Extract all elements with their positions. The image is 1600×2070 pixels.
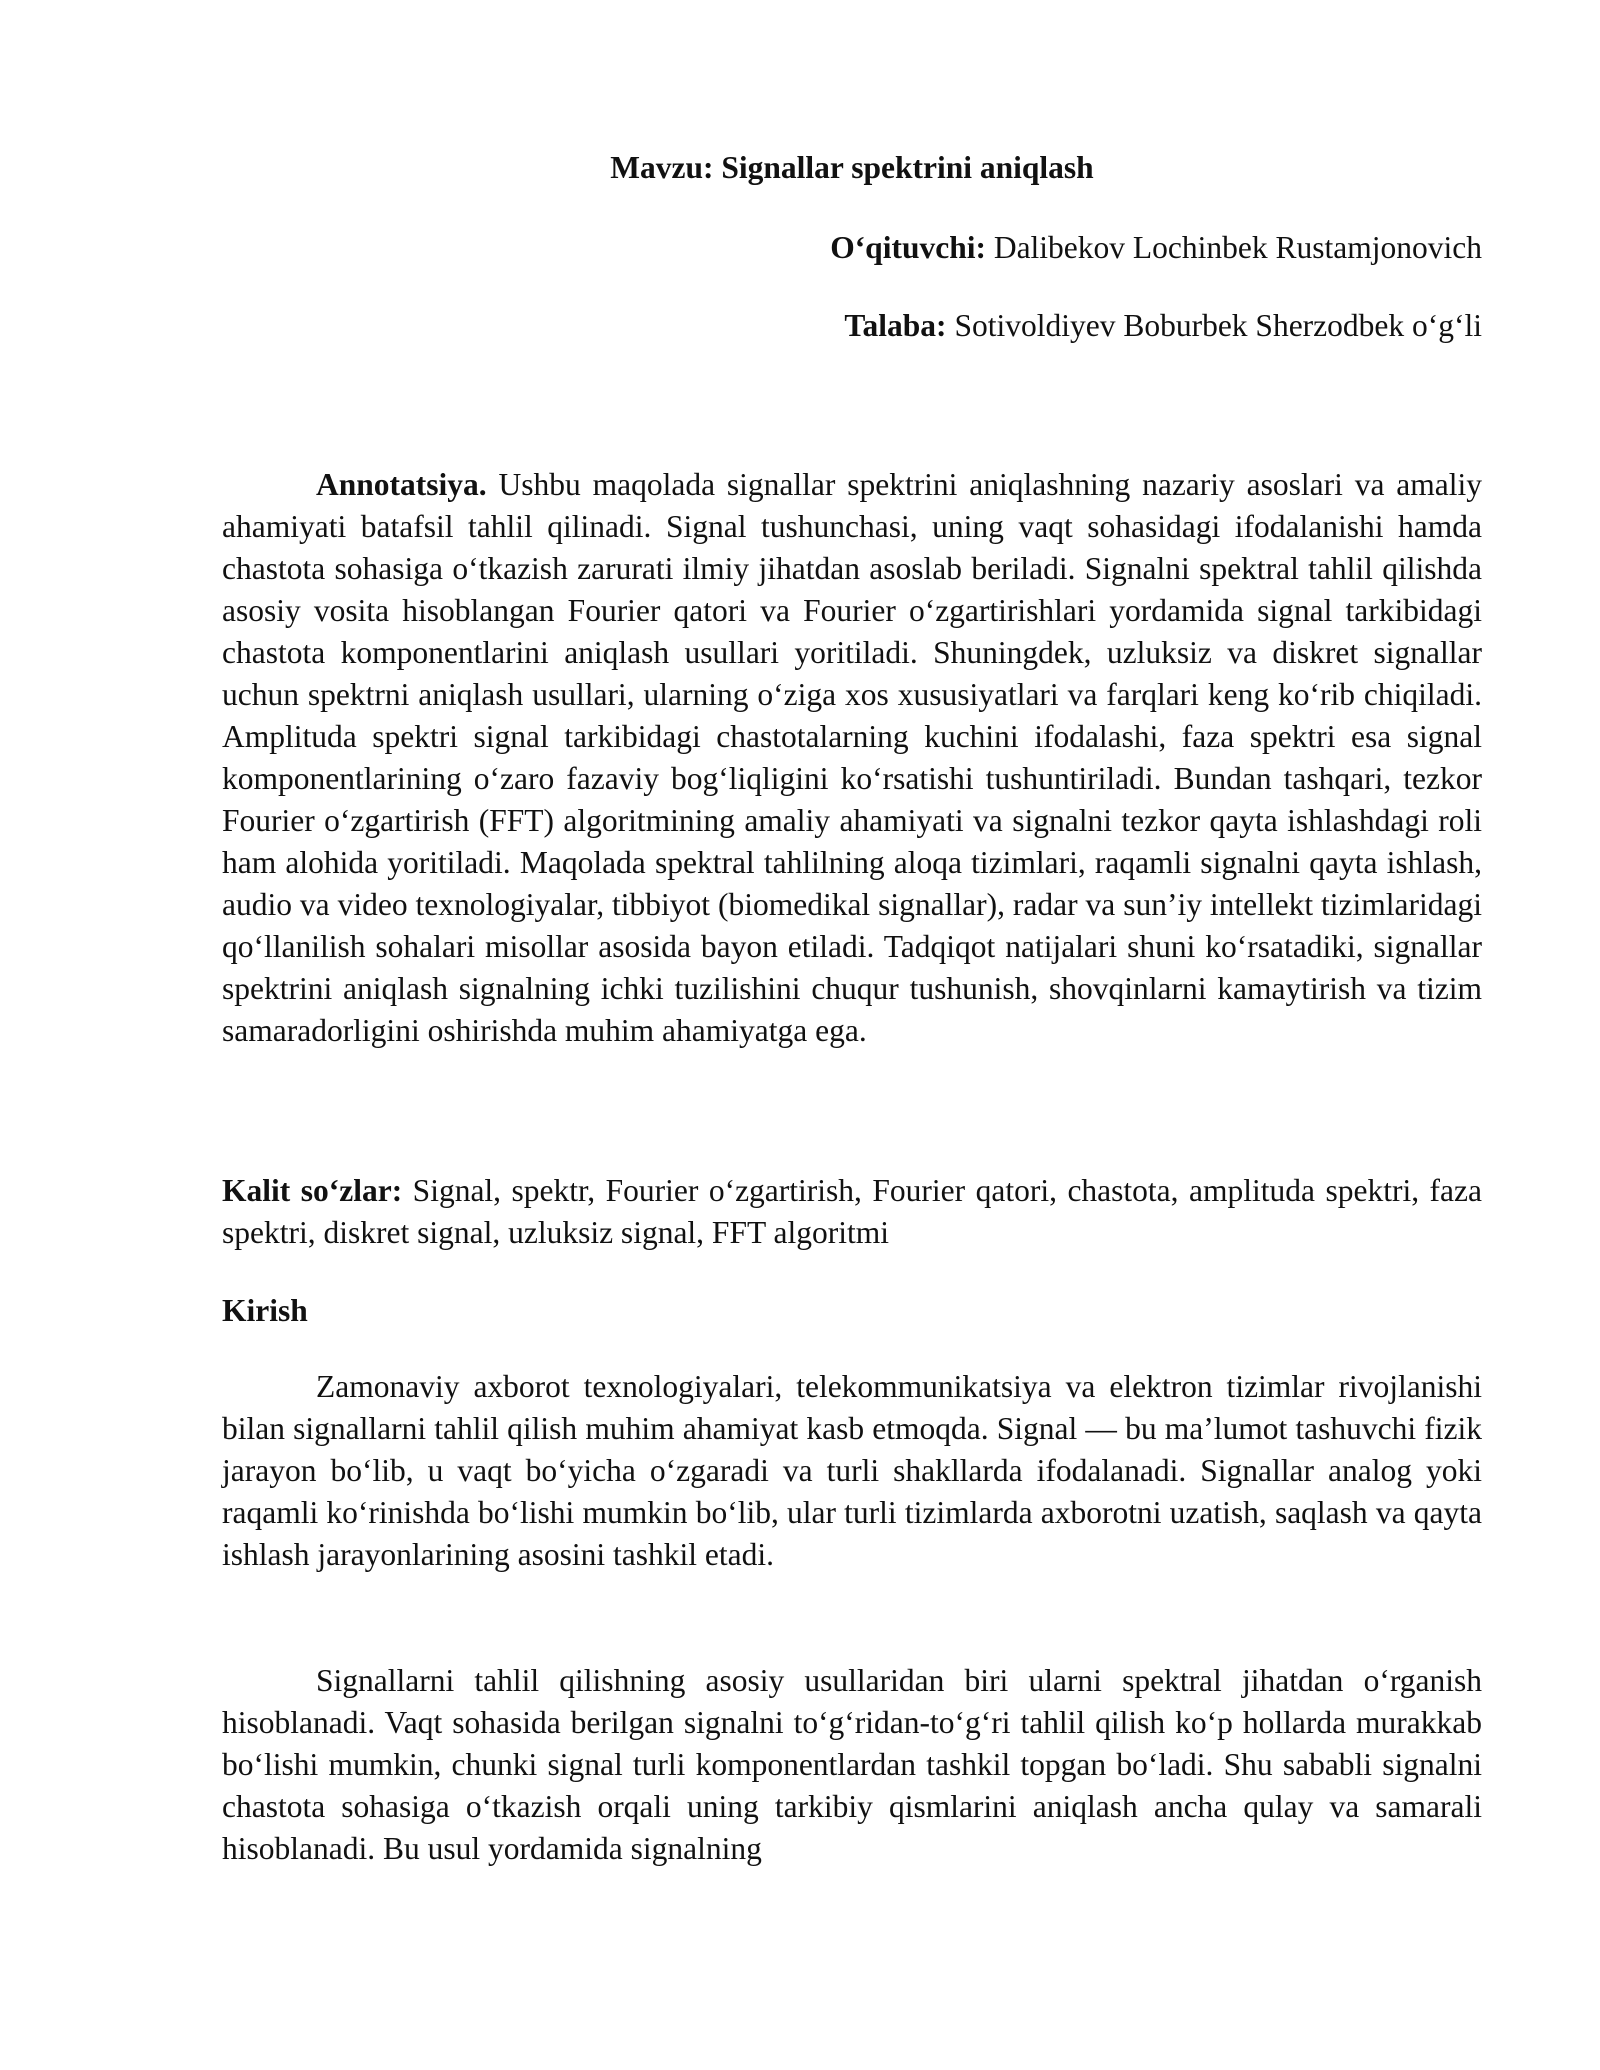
teacher-line xyxy=(830,228,1482,268)
teacher-name: Dalibekov Lochinbek Rustamjonovich xyxy=(985,230,1482,265)
keywords-label: Kalit so‘zlar: xyxy=(222,1173,403,1208)
abstract-paragraph xyxy=(222,464,1482,1052)
keywords-text: Signal, spektr, Fourier o‘zgartirish, Fourier qatori, chastota, amplituda spektri, faza spektri, diskret signal, uzluksiz signal, FFT algoritmi xyxy=(222,1173,1482,1250)
teacher-label: O‘qituvchi: xyxy=(830,230,986,265)
keywords-paragraph xyxy=(222,1170,1482,1254)
introduction-paragraph-2: Signallarni tahlil qilishning asosiy usullaridan biri ularni spektral jihatdan o‘rganish hisoblanadi. Vaqt sohasida berilgan signalni to‘g‘ridan-to‘g‘ri tahlil qilish ko‘p hollarda murakkab bo‘lishi mumkin, chunki signal turli komponentlardan tashkil topgan bo‘ladi. Shu sababli signalni chastota sohasiga o‘tkazish orqali uning tarkibiy qismlarini aniqlash ancha qulay va samarali hisoblanadi. Bu usul yordamida signalning xyxy=(222,1663,1482,1866)
student-line xyxy=(844,306,1482,346)
abstract-label: Annotatsiya. xyxy=(316,467,487,502)
introduction-paragraph-1: Zamonaviy axborot texnologiyalari, telekommunikatsiya va elektron tizimlar rivojlanishi bilan signallarni tahlil qilish muhim ahamiyat kasb etmoqda. Signal — bu ma’lumot tashuvchi fizik jarayon bo‘lib, u vaqt bo‘yicha o‘zgaradi va turli shakllarda ifodalanadi. Signallar analog yoki raqamli ko‘rinishda bo‘lishi mumkin bo‘lib, ular turli tizimlarda axborotni uzatish, saqlash va qayta ishlash jarayonlarining asosini tashkil etadi. xyxy=(222,1369,1482,1572)
student-name: Sotivoldiyev Boburbek Sherzodbek o‘g‘li xyxy=(946,308,1482,343)
page-title: Mavzu: Signallar spektrini aniqlash xyxy=(610,150,1094,185)
student-label: Talaba: xyxy=(844,308,947,343)
introduction-heading: Kirish xyxy=(222,1293,308,1328)
abstract-text: Ushbu maqolada signallar spektrini aniqlashning nazariy asoslari va amaliy ahamiyati batafsil tahlil qilinadi. Signal tushunchasi, uning vaqt sohasidagi ifodalanishi hamda chastota sohasiga o‘tkazish zarurati ilmiy jihatdan asoslab beriladi. Signalni spektral tahlil qilishda asosiy vosita hisoblangan Fourier qatori va Fourier o‘zgartirishlari yordamida signal tarkibidagi chastota komponentlarini aniqlash usullari yoritiladi. Shuningdek, uzluksiz va diskret signallar uchun spektrni aniqlash usullari, ularning o‘ziga xos xususiyatlari va farqlari keng ko‘rib chiqiladi. Amplituda spektri signal tarkibidagi chastotalarning kuchini ifodalashi, faza spektri esa signal komponentlarining o‘zaro fazaviy bog‘liqligini ko‘rsatishi tushuntiriladi. Bundan tashqari, tezkor Fourier o‘zgartirish (FFT) algoritmining amaliy ahamiyati va signalni tezkor qayta ishlashdagi roli ham alohida yoritiladi. Maqolada spektral tahlilning aloqa tizimlari, raqamli signalni qayta ishlash, audio va video texnologiyalar, tibbiyot (biomedikal signallar), radar va sun’iy intellekt tizimlaridagi qo‘llanilish sohalari misollar asosida bayon etiladi. Tadqiqot natijalari shuni ko‘rsatadiki, signallar spektrini aniqlash signalning ichki tuzilishini chuqur tushunish, shovqinlarni kamaytirish va tizim samaradorligini oshirishda muhim ahamiyatga ega. xyxy=(222,467,1482,1048)
